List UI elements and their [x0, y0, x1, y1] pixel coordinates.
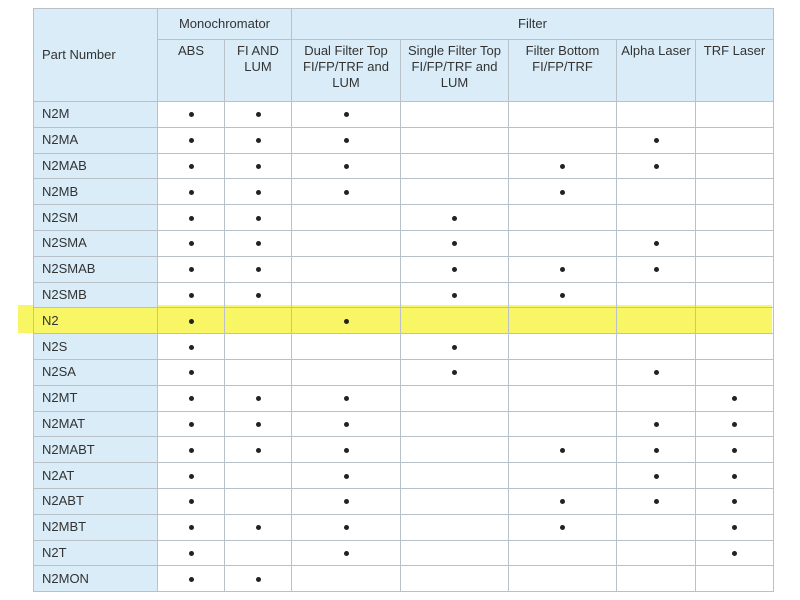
- feature-cell: [617, 230, 696, 256]
- feature-cell: [292, 179, 401, 205]
- feature-cell: [292, 385, 401, 411]
- feature-cell: [158, 127, 225, 153]
- part-number-cell: N2M: [34, 102, 158, 128]
- bullet-dot-icon: [452, 267, 457, 272]
- feature-cell: [617, 334, 696, 360]
- part-number-cell: N2SA: [34, 359, 158, 385]
- group-header-row: [34, 9, 774, 40]
- filter-group-header: Filter: [292, 9, 774, 40]
- feature-cell: [225, 566, 292, 592]
- bullet-dot-icon: [256, 577, 261, 582]
- feature-cell: [401, 566, 509, 592]
- bullet-dot-icon: [654, 499, 659, 504]
- bullet-dot-icon: [189, 474, 194, 479]
- feature-cell: [696, 463, 774, 489]
- table-row: [34, 514, 774, 540]
- table-row: [34, 179, 774, 205]
- feature-cell: [158, 308, 225, 334]
- feature-cell: [158, 205, 225, 231]
- bullet-dot-icon: [256, 267, 261, 272]
- feature-cell: [617, 256, 696, 282]
- column-header-trf-laser: TRF Laser: [696, 40, 774, 102]
- feature-cell: [158, 514, 225, 540]
- table-row: [34, 385, 774, 411]
- bullet-dot-icon: [189, 345, 194, 350]
- feature-cell: [158, 540, 225, 566]
- feature-cell: [617, 566, 696, 592]
- feature-cell: [225, 308, 292, 334]
- part-number-cell: N2S: [34, 334, 158, 360]
- feature-cell: [509, 566, 617, 592]
- feature-cell: [292, 308, 401, 334]
- bullet-dot-icon: [189, 112, 194, 117]
- bullet-dot-icon: [189, 138, 194, 143]
- feature-cell: [292, 102, 401, 128]
- feature-cell: [696, 334, 774, 360]
- feature-cell: [696, 153, 774, 179]
- table-row: [34, 411, 774, 437]
- feature-cell: [225, 463, 292, 489]
- feature-cell: [696, 179, 774, 205]
- feature-cell: [158, 463, 225, 489]
- part-number-cell: N2SMB: [34, 282, 158, 308]
- feature-cell: [509, 102, 617, 128]
- table-row: [34, 463, 774, 489]
- bullet-dot-icon: [560, 448, 565, 453]
- feature-cell: [158, 153, 225, 179]
- bullet-dot-icon: [189, 551, 194, 556]
- feature-cell: [696, 540, 774, 566]
- part-number-cell: N2MBT: [34, 514, 158, 540]
- feature-cell: [292, 488, 401, 514]
- feature-cell: [401, 488, 509, 514]
- bullet-dot-icon: [344, 474, 349, 479]
- bullet-dot-icon: [732, 474, 737, 479]
- bullet-dot-icon: [256, 164, 261, 169]
- feature-cell: [617, 282, 696, 308]
- feature-cell: [158, 488, 225, 514]
- feature-cell: [617, 437, 696, 463]
- feature-cell: [509, 385, 617, 411]
- feature-cell: [225, 514, 292, 540]
- feature-cell: [225, 256, 292, 282]
- feature-cell: [617, 127, 696, 153]
- feature-cell: [401, 308, 509, 334]
- feature-cell: [509, 334, 617, 360]
- bullet-dot-icon: [189, 448, 194, 453]
- feature-cell: [292, 205, 401, 231]
- part-number-cell: N2MB: [34, 179, 158, 205]
- table-row: [34, 308, 774, 334]
- table-row: [34, 540, 774, 566]
- feature-cell: [617, 411, 696, 437]
- feature-cell: [292, 514, 401, 540]
- bullet-dot-icon: [654, 138, 659, 143]
- feature-cell: [158, 230, 225, 256]
- bullet-dot-icon: [256, 241, 261, 246]
- feature-cell: [292, 566, 401, 592]
- feature-cell: [509, 437, 617, 463]
- feature-cell: [401, 411, 509, 437]
- feature-cell: [509, 540, 617, 566]
- feature-cell: [696, 411, 774, 437]
- feature-cell: [158, 102, 225, 128]
- bullet-dot-icon: [189, 241, 194, 246]
- bullet-dot-icon: [732, 396, 737, 401]
- table-row: [34, 488, 774, 514]
- feature-cell: [292, 230, 401, 256]
- part-number-cell: N2AT: [34, 463, 158, 489]
- table-row: [34, 256, 774, 282]
- part-number-cell: N2T: [34, 540, 158, 566]
- feature-cell: [225, 230, 292, 256]
- feature-cell: [401, 102, 509, 128]
- part-number-cell: N2SMAB: [34, 256, 158, 282]
- feature-cell: [696, 282, 774, 308]
- feature-cell: [696, 205, 774, 231]
- bullet-dot-icon: [452, 293, 457, 298]
- bullet-dot-icon: [189, 525, 194, 530]
- bullet-dot-icon: [732, 448, 737, 453]
- feature-cell: [292, 437, 401, 463]
- feature-cell: [225, 334, 292, 360]
- part-number-cell: N2MT: [34, 385, 158, 411]
- feature-cell: [158, 256, 225, 282]
- feature-cell: [225, 540, 292, 566]
- feature-cell: [509, 411, 617, 437]
- feature-cell: [158, 179, 225, 205]
- part-number-cell: N2SMA: [34, 230, 158, 256]
- column-header-alpha-laser: Alpha Laser: [617, 40, 696, 102]
- bullet-dot-icon: [344, 422, 349, 427]
- feature-cell: [292, 411, 401, 437]
- feature-cell: [509, 514, 617, 540]
- table-body: [34, 102, 774, 592]
- feature-cell: [225, 411, 292, 437]
- part-number-header: Part Number: [34, 9, 158, 102]
- feature-cell: [225, 102, 292, 128]
- column-header-abs: ABS: [158, 40, 225, 102]
- feature-cell: [158, 282, 225, 308]
- feature-cell: [509, 179, 617, 205]
- bullet-dot-icon: [452, 216, 457, 221]
- feature-cell: [617, 153, 696, 179]
- part-number-cell: N2MAB: [34, 153, 158, 179]
- part-number-cell: N2MON: [34, 566, 158, 592]
- feature-cell: [225, 179, 292, 205]
- bullet-dot-icon: [344, 396, 349, 401]
- bullet-dot-icon: [560, 525, 565, 530]
- table-row: [34, 566, 774, 592]
- feature-cell: [509, 205, 617, 231]
- bullet-dot-icon: [560, 190, 565, 195]
- feature-cell: [401, 282, 509, 308]
- feature-cell: [401, 179, 509, 205]
- bullet-dot-icon: [344, 551, 349, 556]
- bullet-dot-icon: [344, 164, 349, 169]
- feature-cell: [696, 102, 774, 128]
- feature-cell: [292, 540, 401, 566]
- bullet-dot-icon: [344, 138, 349, 143]
- feature-cell: [509, 256, 617, 282]
- bullet-dot-icon: [189, 164, 194, 169]
- feature-cell: [696, 385, 774, 411]
- feature-cell: [225, 205, 292, 231]
- table-row: [34, 102, 774, 128]
- bullet-dot-icon: [256, 422, 261, 427]
- feature-cell: [225, 437, 292, 463]
- part-number-cell: N2SM: [34, 205, 158, 231]
- bullet-dot-icon: [256, 216, 261, 221]
- part-number-cell: N2MABT: [34, 437, 158, 463]
- feature-cell: [292, 359, 401, 385]
- bullet-dot-icon: [256, 293, 261, 298]
- bullet-dot-icon: [256, 448, 261, 453]
- bullet-dot-icon: [344, 499, 349, 504]
- part-number-cell: N2ABT: [34, 488, 158, 514]
- feature-cell: [158, 411, 225, 437]
- feature-cell: [696, 230, 774, 256]
- bullet-dot-icon: [256, 138, 261, 143]
- bullet-dot-icon: [256, 112, 261, 117]
- table-row: [34, 205, 774, 231]
- feature-cell: [401, 359, 509, 385]
- bullet-dot-icon: [654, 164, 659, 169]
- feature-cell: [292, 256, 401, 282]
- monochromator-group-header: Monochromator: [158, 9, 292, 40]
- bullet-dot-icon: [560, 267, 565, 272]
- feature-cell: [401, 334, 509, 360]
- bullet-dot-icon: [344, 190, 349, 195]
- feature-cell: [509, 488, 617, 514]
- feature-cell: [696, 514, 774, 540]
- bullet-dot-icon: [654, 474, 659, 479]
- feature-cell: [292, 153, 401, 179]
- feature-cell: [401, 514, 509, 540]
- table-row: [34, 127, 774, 153]
- feature-cell: [617, 359, 696, 385]
- feature-cell: [617, 385, 696, 411]
- bullet-dot-icon: [189, 293, 194, 298]
- column-header-fi-lum: FI AND LUM: [225, 40, 292, 102]
- feature-cell: [617, 514, 696, 540]
- feature-cell: [158, 566, 225, 592]
- bullet-dot-icon: [560, 499, 565, 504]
- feature-cell: [158, 385, 225, 411]
- feature-cell: [617, 102, 696, 128]
- bullet-dot-icon: [189, 396, 194, 401]
- bullet-dot-icon: [732, 551, 737, 556]
- bullet-dot-icon: [732, 422, 737, 427]
- bullet-dot-icon: [189, 577, 194, 582]
- feature-cell: [617, 179, 696, 205]
- column-header-dual-filter-top: Dual Filter Top FI/FP/TRF and LUM: [292, 40, 401, 102]
- bullet-dot-icon: [189, 319, 194, 324]
- feature-cell: [509, 463, 617, 489]
- bullet-dot-icon: [654, 422, 659, 427]
- bullet-dot-icon: [654, 370, 659, 375]
- product-comparison-table: [33, 8, 774, 592]
- feature-cell: [401, 230, 509, 256]
- feature-cell: [401, 256, 509, 282]
- bullet-dot-icon: [654, 267, 659, 272]
- bullet-dot-icon: [256, 525, 261, 530]
- bullet-dot-icon: [344, 448, 349, 453]
- feature-cell: [225, 282, 292, 308]
- column-header-single-filter-top: Single Filter Top FI/FP/TRF and LUM: [401, 40, 509, 102]
- feature-cell: [617, 488, 696, 514]
- feature-cell: [401, 127, 509, 153]
- feature-cell: [158, 334, 225, 360]
- feature-cell: [509, 153, 617, 179]
- table-row: [34, 230, 774, 256]
- feature-cell: [292, 463, 401, 489]
- bullet-dot-icon: [256, 190, 261, 195]
- feature-cell: [509, 282, 617, 308]
- feature-cell: [225, 359, 292, 385]
- feature-cell: [292, 282, 401, 308]
- feature-cell: [509, 308, 617, 334]
- part-number-cell: N2: [34, 308, 158, 334]
- feature-cell: [401, 463, 509, 489]
- feature-cell: [696, 437, 774, 463]
- feature-cell: [509, 359, 617, 385]
- feature-cell: [617, 463, 696, 489]
- feature-cell: [292, 127, 401, 153]
- bullet-dot-icon: [344, 525, 349, 530]
- feature-cell: [617, 540, 696, 566]
- table-row: [34, 282, 774, 308]
- bullet-dot-icon: [732, 499, 737, 504]
- feature-cell: [158, 437, 225, 463]
- feature-cell: [696, 127, 774, 153]
- table-row: [34, 437, 774, 463]
- feature-cell: [401, 153, 509, 179]
- bullet-dot-icon: [256, 396, 261, 401]
- table-row: [34, 334, 774, 360]
- bullet-dot-icon: [452, 345, 457, 350]
- bullet-dot-icon: [189, 499, 194, 504]
- bullet-dot-icon: [560, 164, 565, 169]
- feature-cell: [225, 488, 292, 514]
- feature-cell: [696, 359, 774, 385]
- feature-cell: [225, 127, 292, 153]
- feature-cell: [225, 385, 292, 411]
- feature-cell: [696, 308, 774, 334]
- bullet-dot-icon: [344, 112, 349, 117]
- feature-cell: [401, 385, 509, 411]
- feature-cell: [225, 153, 292, 179]
- table-row: [34, 153, 774, 179]
- feature-cell: [401, 540, 509, 566]
- part-number-cell: N2MAT: [34, 411, 158, 437]
- bullet-dot-icon: [452, 370, 457, 375]
- feature-cell: [696, 488, 774, 514]
- part-number-cell: N2MA: [34, 127, 158, 153]
- feature-cell: [696, 256, 774, 282]
- bullet-dot-icon: [189, 370, 194, 375]
- feature-cell: [617, 205, 696, 231]
- bullet-dot-icon: [189, 267, 194, 272]
- bullet-dot-icon: [189, 422, 194, 427]
- column-header-filter-bottom: Filter Bottom FI/FP/TRF: [509, 40, 617, 102]
- feature-cell: [401, 205, 509, 231]
- bullet-dot-icon: [189, 216, 194, 221]
- bullet-dot-icon: [189, 190, 194, 195]
- bullet-dot-icon: [452, 241, 457, 246]
- feature-cell: [617, 308, 696, 334]
- feature-cell: [401, 437, 509, 463]
- bullet-dot-icon: [654, 241, 659, 246]
- bullet-dot-icon: [344, 319, 349, 324]
- bullet-dot-icon: [654, 448, 659, 453]
- table-row: [34, 359, 774, 385]
- feature-cell: [509, 230, 617, 256]
- feature-cell: [509, 127, 617, 153]
- feature-cell: [292, 334, 401, 360]
- bullet-dot-icon: [732, 525, 737, 530]
- bullet-dot-icon: [560, 293, 565, 298]
- feature-cell: [158, 359, 225, 385]
- feature-cell: [696, 566, 774, 592]
